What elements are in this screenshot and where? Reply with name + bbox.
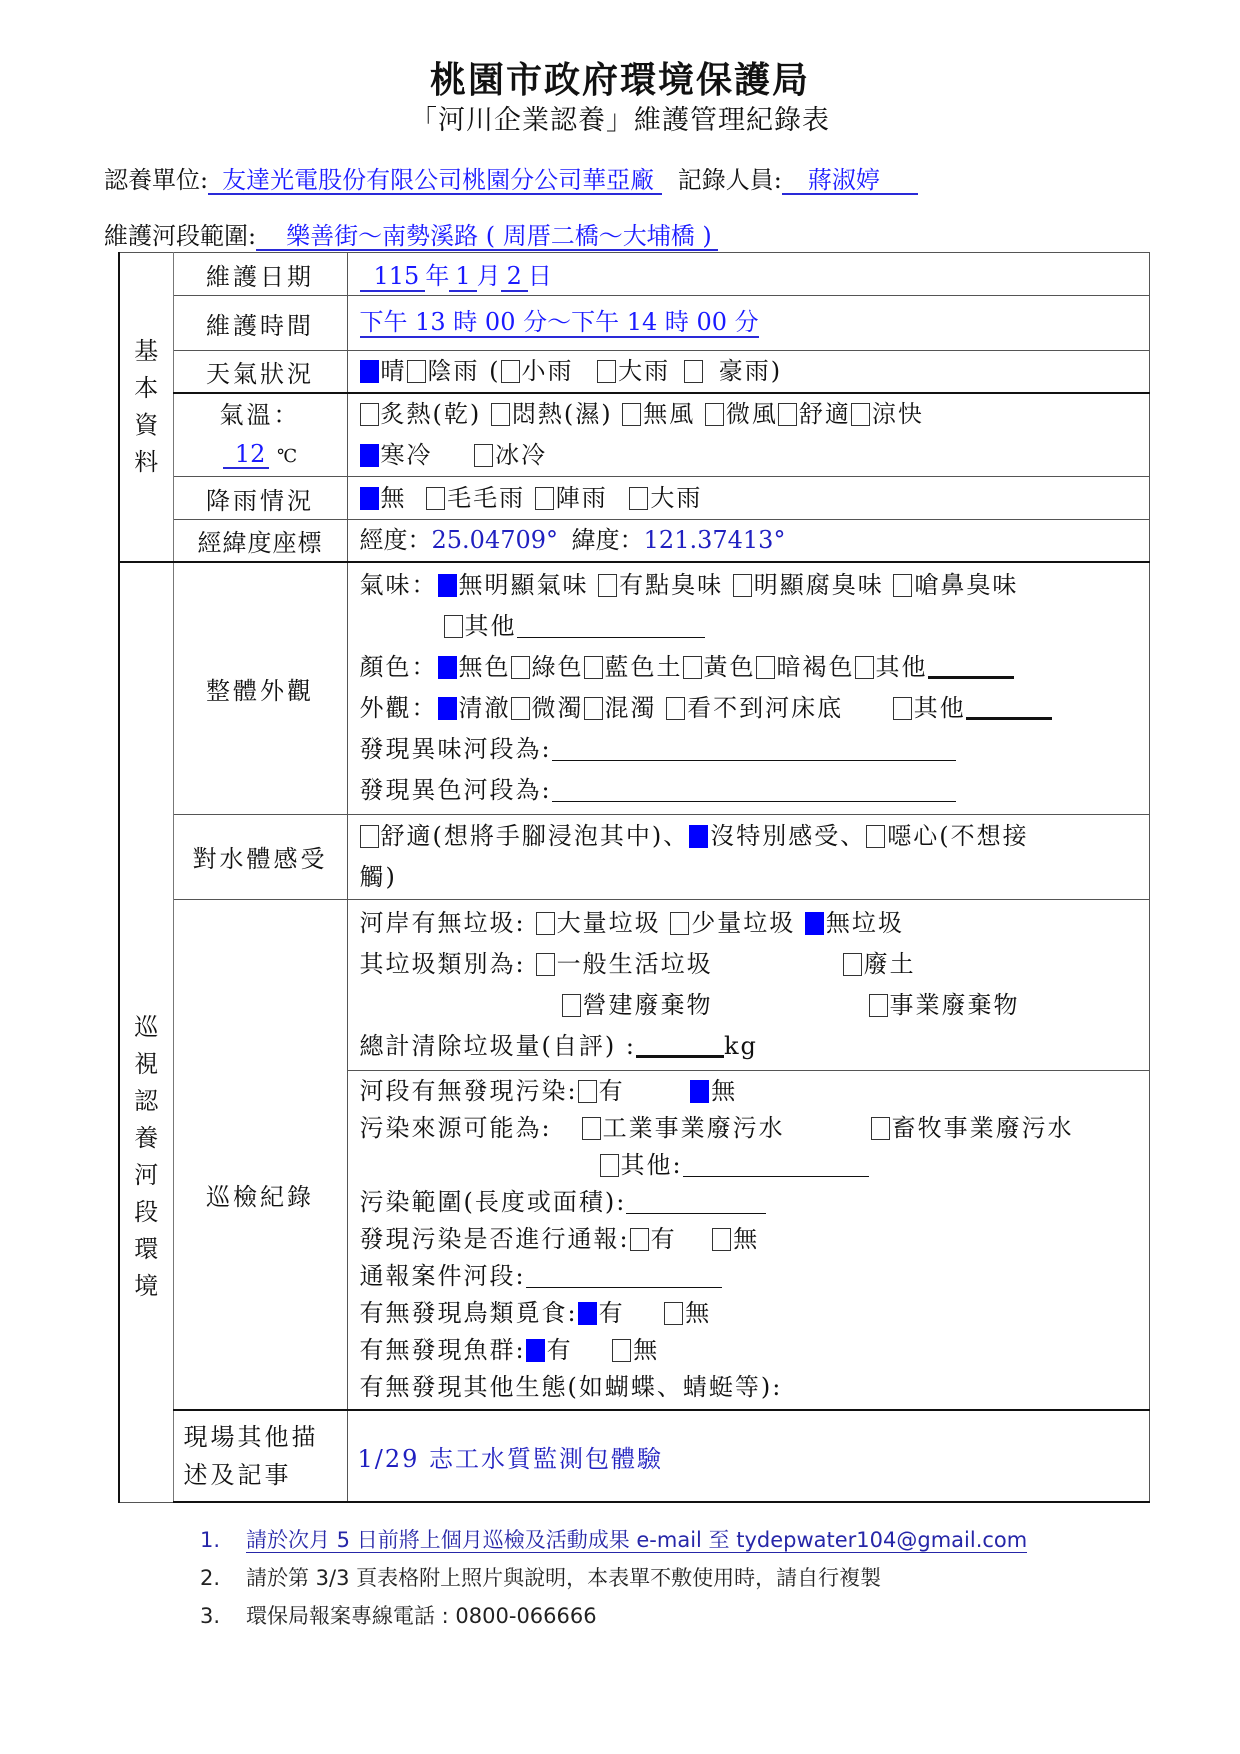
report-row: 發現污染是否進行通報: 有 無 (359, 1224, 760, 1253)
source-industrial-checkbox[interactable] (582, 1117, 601, 1140)
range-line (104, 216, 718, 251)
date-label: 維護日期 (173, 253, 347, 296)
temp-cool-checkbox[interactable] (851, 403, 870, 426)
weather-options: 晴 陰雨 ( 小雨 大雨 豪雨) (360, 351, 1150, 392)
pollution-yes-checkbox[interactable] (578, 1080, 597, 1103)
temperature-unit: ℃ (277, 445, 298, 467)
date-year[interactable]: 115 (360, 263, 426, 291)
feeling-options-wrap: 觸) (359, 862, 397, 891)
color-row: 顏色： 無色 綠色 藍色土 黃色 暗褐色 其他 (360, 647, 1150, 688)
temp-breeze-checkbox[interactable] (705, 403, 724, 426)
weather-light-rain-checkbox[interactable] (501, 360, 520, 383)
coords-values: 經度：25.04709° 緯度：121.37413° (359, 526, 786, 554)
section-patrol-label: 巡 視 認 養 河 段 環 境 (134, 1013, 159, 1301)
temp-freezing-checkbox[interactable] (474, 444, 493, 467)
feeling-options: 舒適(想將手腳浸泡其中)、 沒特別感受、 噁心(不想接 (360, 816, 1150, 857)
report-no-checkbox[interactable] (712, 1228, 731, 1251)
adopter-line (104, 160, 918, 195)
date-field[interactable]: 115 年 1 月 2 日 (347, 253, 1150, 296)
temperature-value[interactable]: 12 (223, 441, 270, 469)
row-appearance (119, 562, 1150, 814)
appearance-label: 整體外觀 (173, 562, 347, 814)
time-field[interactable]: 下午 13 時 00 分～下午 14 時 00 分 (359, 308, 759, 337)
rainfall-options: 無 毛毛雨 陣雨 大雨 (360, 478, 1150, 519)
temperature-label-cell (173, 393, 347, 477)
notes-label: 現場其他描 述及記事 (173, 1410, 347, 1502)
smell-pungent-checkbox[interactable] (893, 574, 912, 597)
garbage-type-row1: 其垃圾類別為: 一般生活垃圾 廢土 (359, 949, 916, 978)
birds-yes-checkbox[interactable] (578, 1302, 597, 1325)
rainfall-label: 降雨情況 (173, 477, 347, 520)
section-basic-info (119, 253, 173, 563)
garbage-construction-checkbox[interactable] (562, 994, 581, 1017)
temp-no-wind-checkbox[interactable] (622, 403, 641, 426)
weather-rainy-checkbox[interactable] (407, 360, 426, 383)
feeling-nothing-special-checkbox[interactable] (689, 825, 708, 848)
rain-none-checkbox[interactable] (360, 487, 379, 510)
rain-shower-checkbox[interactable] (535, 487, 554, 510)
time-label: 維護時間 (173, 296, 347, 351)
footer-note-3: 3. 環保局報案專線電話 : 0800-066666 (200, 1604, 597, 1628)
feeling-comfortable-checkbox[interactable] (360, 825, 379, 848)
look-no-riverbed-checkbox[interactable] (666, 697, 685, 720)
temp-hot-humid-checkbox[interactable] (491, 403, 510, 426)
smell-none-checkbox[interactable] (438, 574, 457, 597)
source-other-field[interactable] (683, 1152, 869, 1177)
fish-no-checkbox[interactable] (612, 1339, 631, 1362)
feeling-label: 對水體感受 (173, 814, 347, 899)
temperature-options-row2: 寒冷 冰冷 (360, 435, 1150, 476)
longitude-value[interactable]: 25.04709° (431, 526, 559, 554)
weather-torrential-rain-checkbox[interactable] (684, 360, 703, 383)
smell-slight-checkbox[interactable] (598, 574, 617, 597)
report-yes-checkbox[interactable] (630, 1228, 649, 1251)
row-rainfall (119, 477, 1150, 520)
pollution-source-other-row: 其他: (360, 1147, 1150, 1184)
notes-field[interactable]: 1/29 志工水質監測包體驗 (347, 1410, 1150, 1502)
row-temperature (119, 393, 1150, 477)
latitude-value[interactable]: 121.37413° (643, 526, 786, 554)
footer-note-2: 2. 請於第 3/3 頁表格附上照片與說明，本表單不敷使用時，請自行複製 (200, 1566, 882, 1590)
smell-other-checkbox[interactable] (444, 615, 463, 638)
garbage-soil-checkbox[interactable] (843, 953, 862, 976)
weather-heavy-rain-checkbox[interactable] (597, 360, 616, 383)
range-label: 維護河段範圍: (104, 222, 257, 250)
garbage-row: 河岸有無垃圾: 大量垃圾 少量垃圾 無垃圾 (359, 908, 904, 937)
weather-label: 天氣狀況 (173, 351, 347, 394)
footer-note-1: 1. 請於次月 5 日前將上個月巡檢及活動成果 e-mail 至 tydepwater104@gmail.com (200, 1528, 1028, 1552)
fish-yes-checkbox[interactable] (526, 1339, 545, 1362)
rain-heavy-checkbox[interactable] (629, 487, 648, 510)
garbage-household-checkbox[interactable] (536, 953, 555, 976)
garbage-large-checkbox[interactable] (536, 912, 555, 935)
row-feeling (119, 814, 1150, 899)
weather-sunny-checkbox[interactable] (360, 360, 379, 383)
maintenance-record-table (118, 252, 1150, 1503)
report-section-field[interactable] (526, 1263, 722, 1288)
adopter-field[interactable]: 友達光電股份有限公司桃園分公司華亞廠 (208, 167, 662, 195)
pollution-row: 河段有無發現污染: 有 無 (359, 1076, 738, 1105)
color-dark-brown-checkbox[interactable] (756, 656, 775, 679)
look-other-field[interactable] (966, 693, 1052, 720)
garbage-total-row: 總計清除垃圾量(自評) : kg (359, 1031, 758, 1060)
pollution-range-row: 污染範圍(長度或面積): (360, 1184, 1150, 1221)
smell-rotten-checkbox[interactable] (733, 574, 752, 597)
fish-row: 有無發現魚群: 有 無 (359, 1335, 660, 1364)
pollution-no-checkbox[interactable] (690, 1080, 709, 1103)
garbage-none-checkbox[interactable] (805, 912, 824, 935)
form-title: 「河川企業認養」維護管理紀錄表 (410, 105, 830, 136)
inspection-label: 巡檢紀錄 (173, 899, 347, 1410)
color-blue-earth-checkbox[interactable] (584, 656, 603, 679)
row-date (119, 253, 1150, 296)
row-time (119, 296, 1150, 351)
color-green-checkbox[interactable] (511, 656, 530, 679)
garbage-small-checkbox[interactable] (670, 912, 689, 935)
rain-drizzle-checkbox[interactable] (426, 487, 445, 510)
odd-smell-field[interactable] (552, 736, 956, 761)
temp-comfortable-checkbox[interactable] (778, 403, 797, 426)
birds-row: 有無發現鳥類覓食: 有 無 (359, 1298, 712, 1327)
other-eco-row: 有無發現其他生態(如蝴蝶、蜻蜓等): (359, 1372, 783, 1401)
temperature-label: 氣溫： (219, 400, 301, 429)
email-instruction-link[interactable]: 請於次月 5 日前將上個月巡檢及活動成果 e-mail 至 tydepwater104@gmail.com (246, 1528, 1028, 1552)
section-basic-label: 基 本 資 料 (134, 337, 159, 476)
range-field[interactable]: 樂善街～南勢溪路 ( 周厝二橋～大埔橋 ) (256, 223, 718, 251)
birds-no-checkbox[interactable] (664, 1302, 683, 1325)
smell-other-row: 其他 (360, 606, 1150, 647)
recorder-label: 記錄人員: (677, 166, 782, 194)
odd-color-row: 發現異色河段為: (360, 770, 1150, 811)
temp-hot-dry-checkbox[interactable] (360, 403, 379, 426)
row-inspection-garbage (119, 899, 1150, 1070)
odd-smell-row: 發現異味河段為: (360, 729, 1150, 770)
garbage-industrial-checkbox[interactable] (869, 994, 888, 1017)
look-row: 外觀： 清澈 微濁 混濁 看不到河床底 其他 (360, 688, 1150, 729)
look-slightly-turbid-checkbox[interactable] (511, 697, 530, 720)
row-weather (119, 351, 1150, 394)
garbage-type-row2: 營建廢棄物 事業廢棄物 (360, 985, 1150, 1026)
garbage-total-field[interactable] (636, 1031, 724, 1058)
temp-cold-checkbox[interactable] (360, 444, 379, 467)
date-month[interactable]: 1 (449, 263, 476, 291)
source-livestock-checkbox[interactable] (871, 1117, 890, 1140)
look-turbid-checkbox[interactable] (584, 697, 603, 720)
date-day[interactable]: 2 (501, 263, 528, 291)
feeling-disgusting-checkbox[interactable] (866, 825, 885, 848)
adopter-label: 認養單位: (104, 166, 209, 194)
color-none-checkbox[interactable] (438, 656, 457, 679)
color-other-checkbox[interactable] (855, 656, 874, 679)
row-coordinates (119, 520, 1150, 563)
color-yellow-checkbox[interactable] (683, 656, 702, 679)
temperature-options-row1: 炙熱(乾) 悶熱(濕) 無風 微風 舒適 涼快 (360, 394, 1150, 435)
odd-color-field[interactable] (552, 777, 956, 802)
agency-title: 桃園市政府環境保護局 (429, 59, 810, 101)
look-clear-checkbox[interactable] (438, 697, 457, 720)
source-other-checkbox[interactable] (600, 1154, 619, 1177)
pollution-range-field[interactable] (626, 1189, 766, 1214)
section-patrol-env (119, 562, 173, 1502)
look-other-checkbox[interactable] (893, 697, 912, 720)
row-notes (119, 1410, 1150, 1502)
recorder-field[interactable]: 蔣淑婷 (782, 167, 918, 195)
coords-label: 經緯度座標 (173, 520, 347, 563)
color-other-field[interactable] (928, 652, 1014, 679)
pollution-source-row: 污染來源可能為: 工業事業廢污水 畜牧事業廢污水 (359, 1113, 1074, 1142)
smell-row: 氣味： 無明顯氣味 有點臭味 明顯腐臭味 嗆鼻臭味 (359, 571, 1019, 599)
report-section-row: 通報案件河段: (360, 1258, 1150, 1295)
smell-other-field[interactable] (517, 613, 705, 638)
